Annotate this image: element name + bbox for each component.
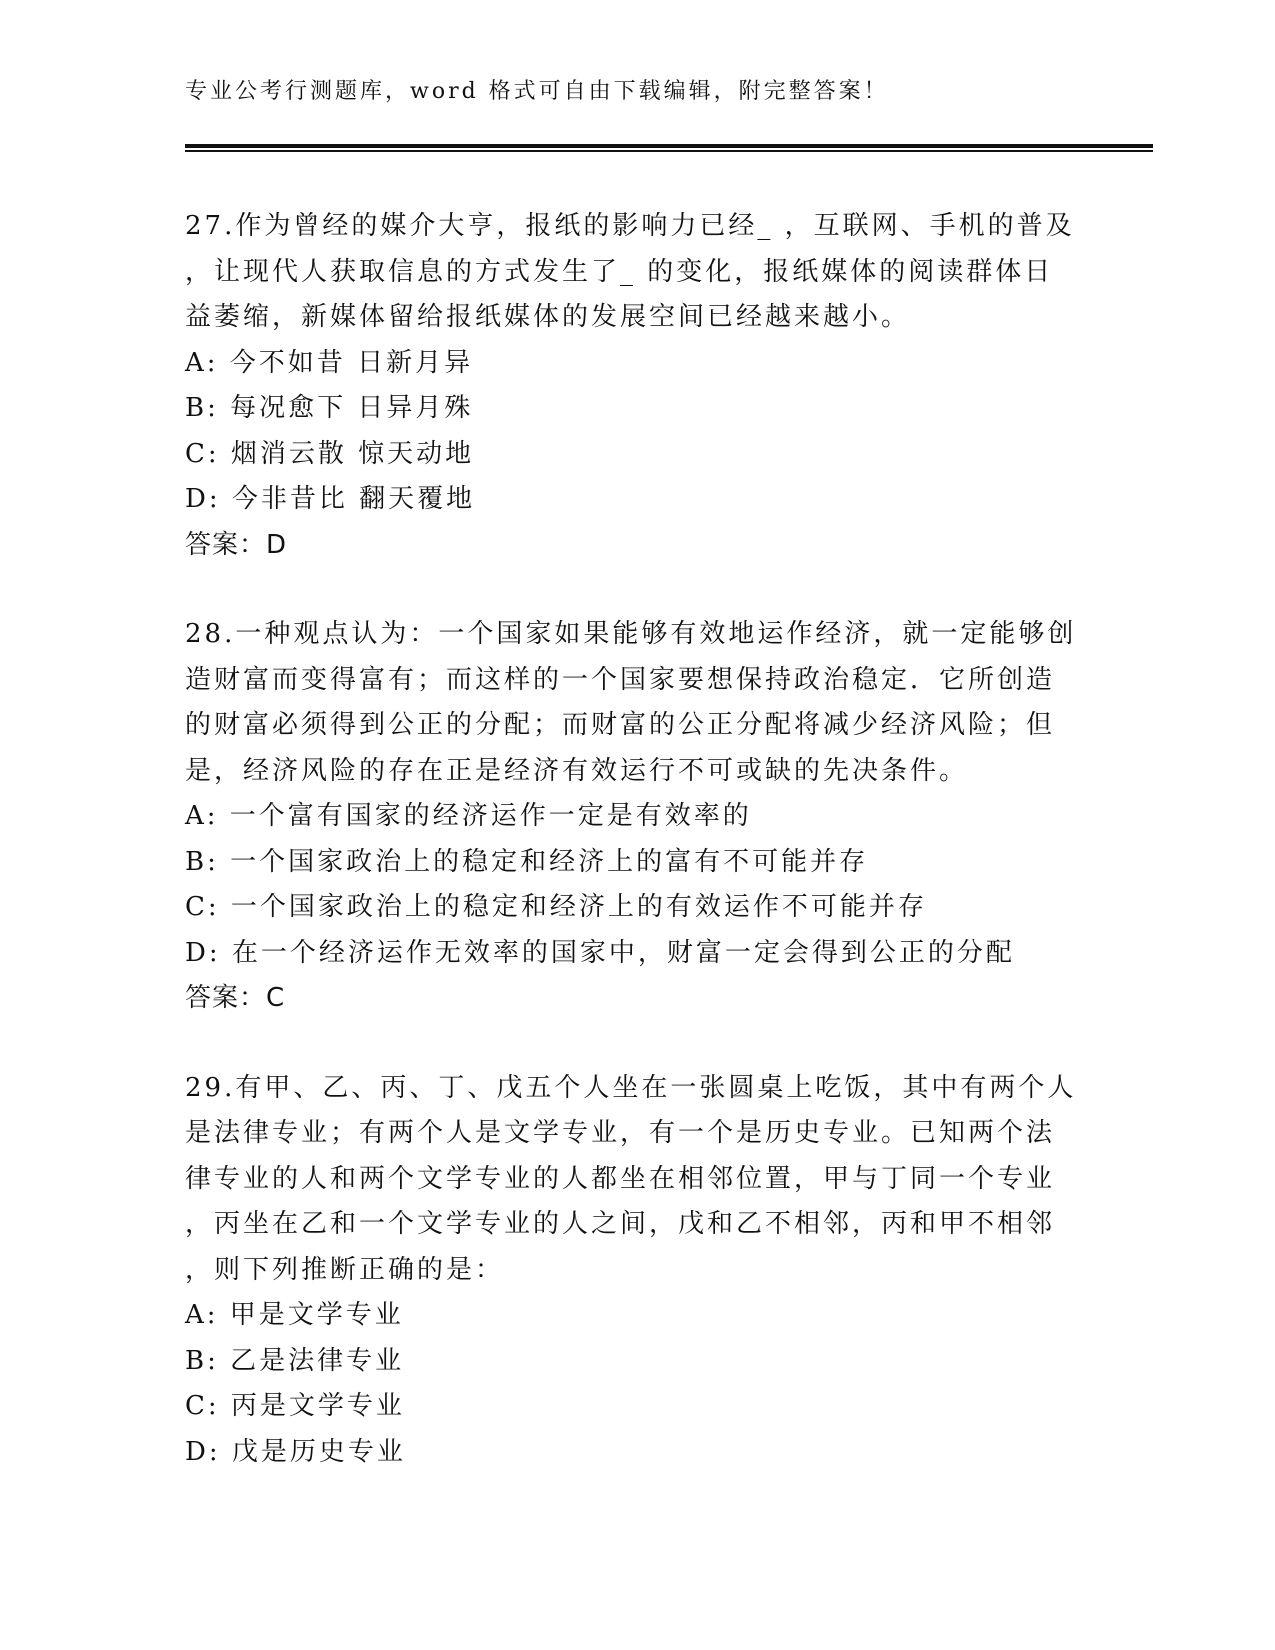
option-a: A: 今不如昔 日新月异 (185, 347, 474, 378)
option-b: B: 一个国家政治上的稳定和经济上的富有不可能并存 (185, 846, 869, 877)
header-rule-thin (185, 150, 1153, 152)
question-28 (185, 612, 1085, 1022)
header-rule-thick (185, 144, 1153, 148)
option-d: D: 在一个经济运作无效率的国家中，财富一定会得到公正的分配 (185, 937, 1015, 968)
question-stem-line: 律专业的人和两个文学专业的人都坐在相邻位置，甲与丁同一个专业 (185, 1163, 1056, 1194)
option-c: C: 一个国家政治上的稳定和经济上的有效运作不可能并存 (185, 892, 927, 922)
option-c: C: 丙是文学专业 (185, 1391, 405, 1421)
answer-text: 答案：D (185, 529, 288, 560)
question-27 (185, 204, 1085, 568)
question-29 (185, 1066, 1085, 1476)
question-stem-line: 是，经济风险的存在正是经济有效运行不可或缺的先决条件。 (185, 755, 969, 786)
page-header-text: 专业公考行测题库，word 格式可自由下载编辑，附完整答案！ (185, 79, 889, 104)
option-a: A: 一个富有国家的经济运作一定是有效率的 (185, 801, 752, 831)
question-stem-line: 是法律专业；有两个人是文学专业，有一个是历史专业。已知两个法 (185, 1118, 1056, 1148)
question-stem-line: ，则下列推断正确的是： (185, 1254, 505, 1285)
question-stem-line: 益萎缩，新媒体留给报纸媒体的发展空间已经越来越小。 (185, 302, 911, 332)
option-b: B: 乙是法律专业 (185, 1345, 405, 1376)
question-stem-line: 28.一种观点认为：一个国家如果能够有效地运作经济，就一定能够创 (185, 619, 1077, 649)
option-a: A: 甲是文学专业 (185, 1300, 404, 1330)
question-stem-line: ，丙坐在乙和一个文学专业的人之间，戊和乙不相邻，丙和甲不相邻 (185, 1209, 1056, 1239)
question-stem-line: ，让现代人获取信息的方式发生了_ 的变化，报纸媒体的阅读群体日 (185, 256, 1054, 287)
answer-text: 答案：C (185, 983, 286, 1013)
option-d: D: 今非昔比 翻天覆地 (185, 484, 476, 514)
question-stem-line: 的财富必须得到公正的分配；而财富的公正分配将减少经济风险；但 (185, 710, 1056, 740)
option-b: B: 每况愈下 日异月殊 (185, 393, 474, 423)
question-stem-line: 29.有甲、乙、丙、丁、戊五个人坐在一张圆桌上吃饭，其中有两个人 (185, 1072, 1077, 1103)
option-d: D: 戊是历史专业 (185, 1436, 406, 1467)
question-list (185, 204, 1085, 1519)
question-stem-line: 27.作为曾经的媒介大亨，报纸的影响力已经_ ，互联网、手机的普及 (185, 211, 1075, 241)
option-c: C: 烟消云散 惊天动地 (185, 438, 475, 469)
question-stem-line: 造财富而变得富有；而这样的一个国家要想保持政治稳定．它所创造 (185, 664, 1056, 695)
